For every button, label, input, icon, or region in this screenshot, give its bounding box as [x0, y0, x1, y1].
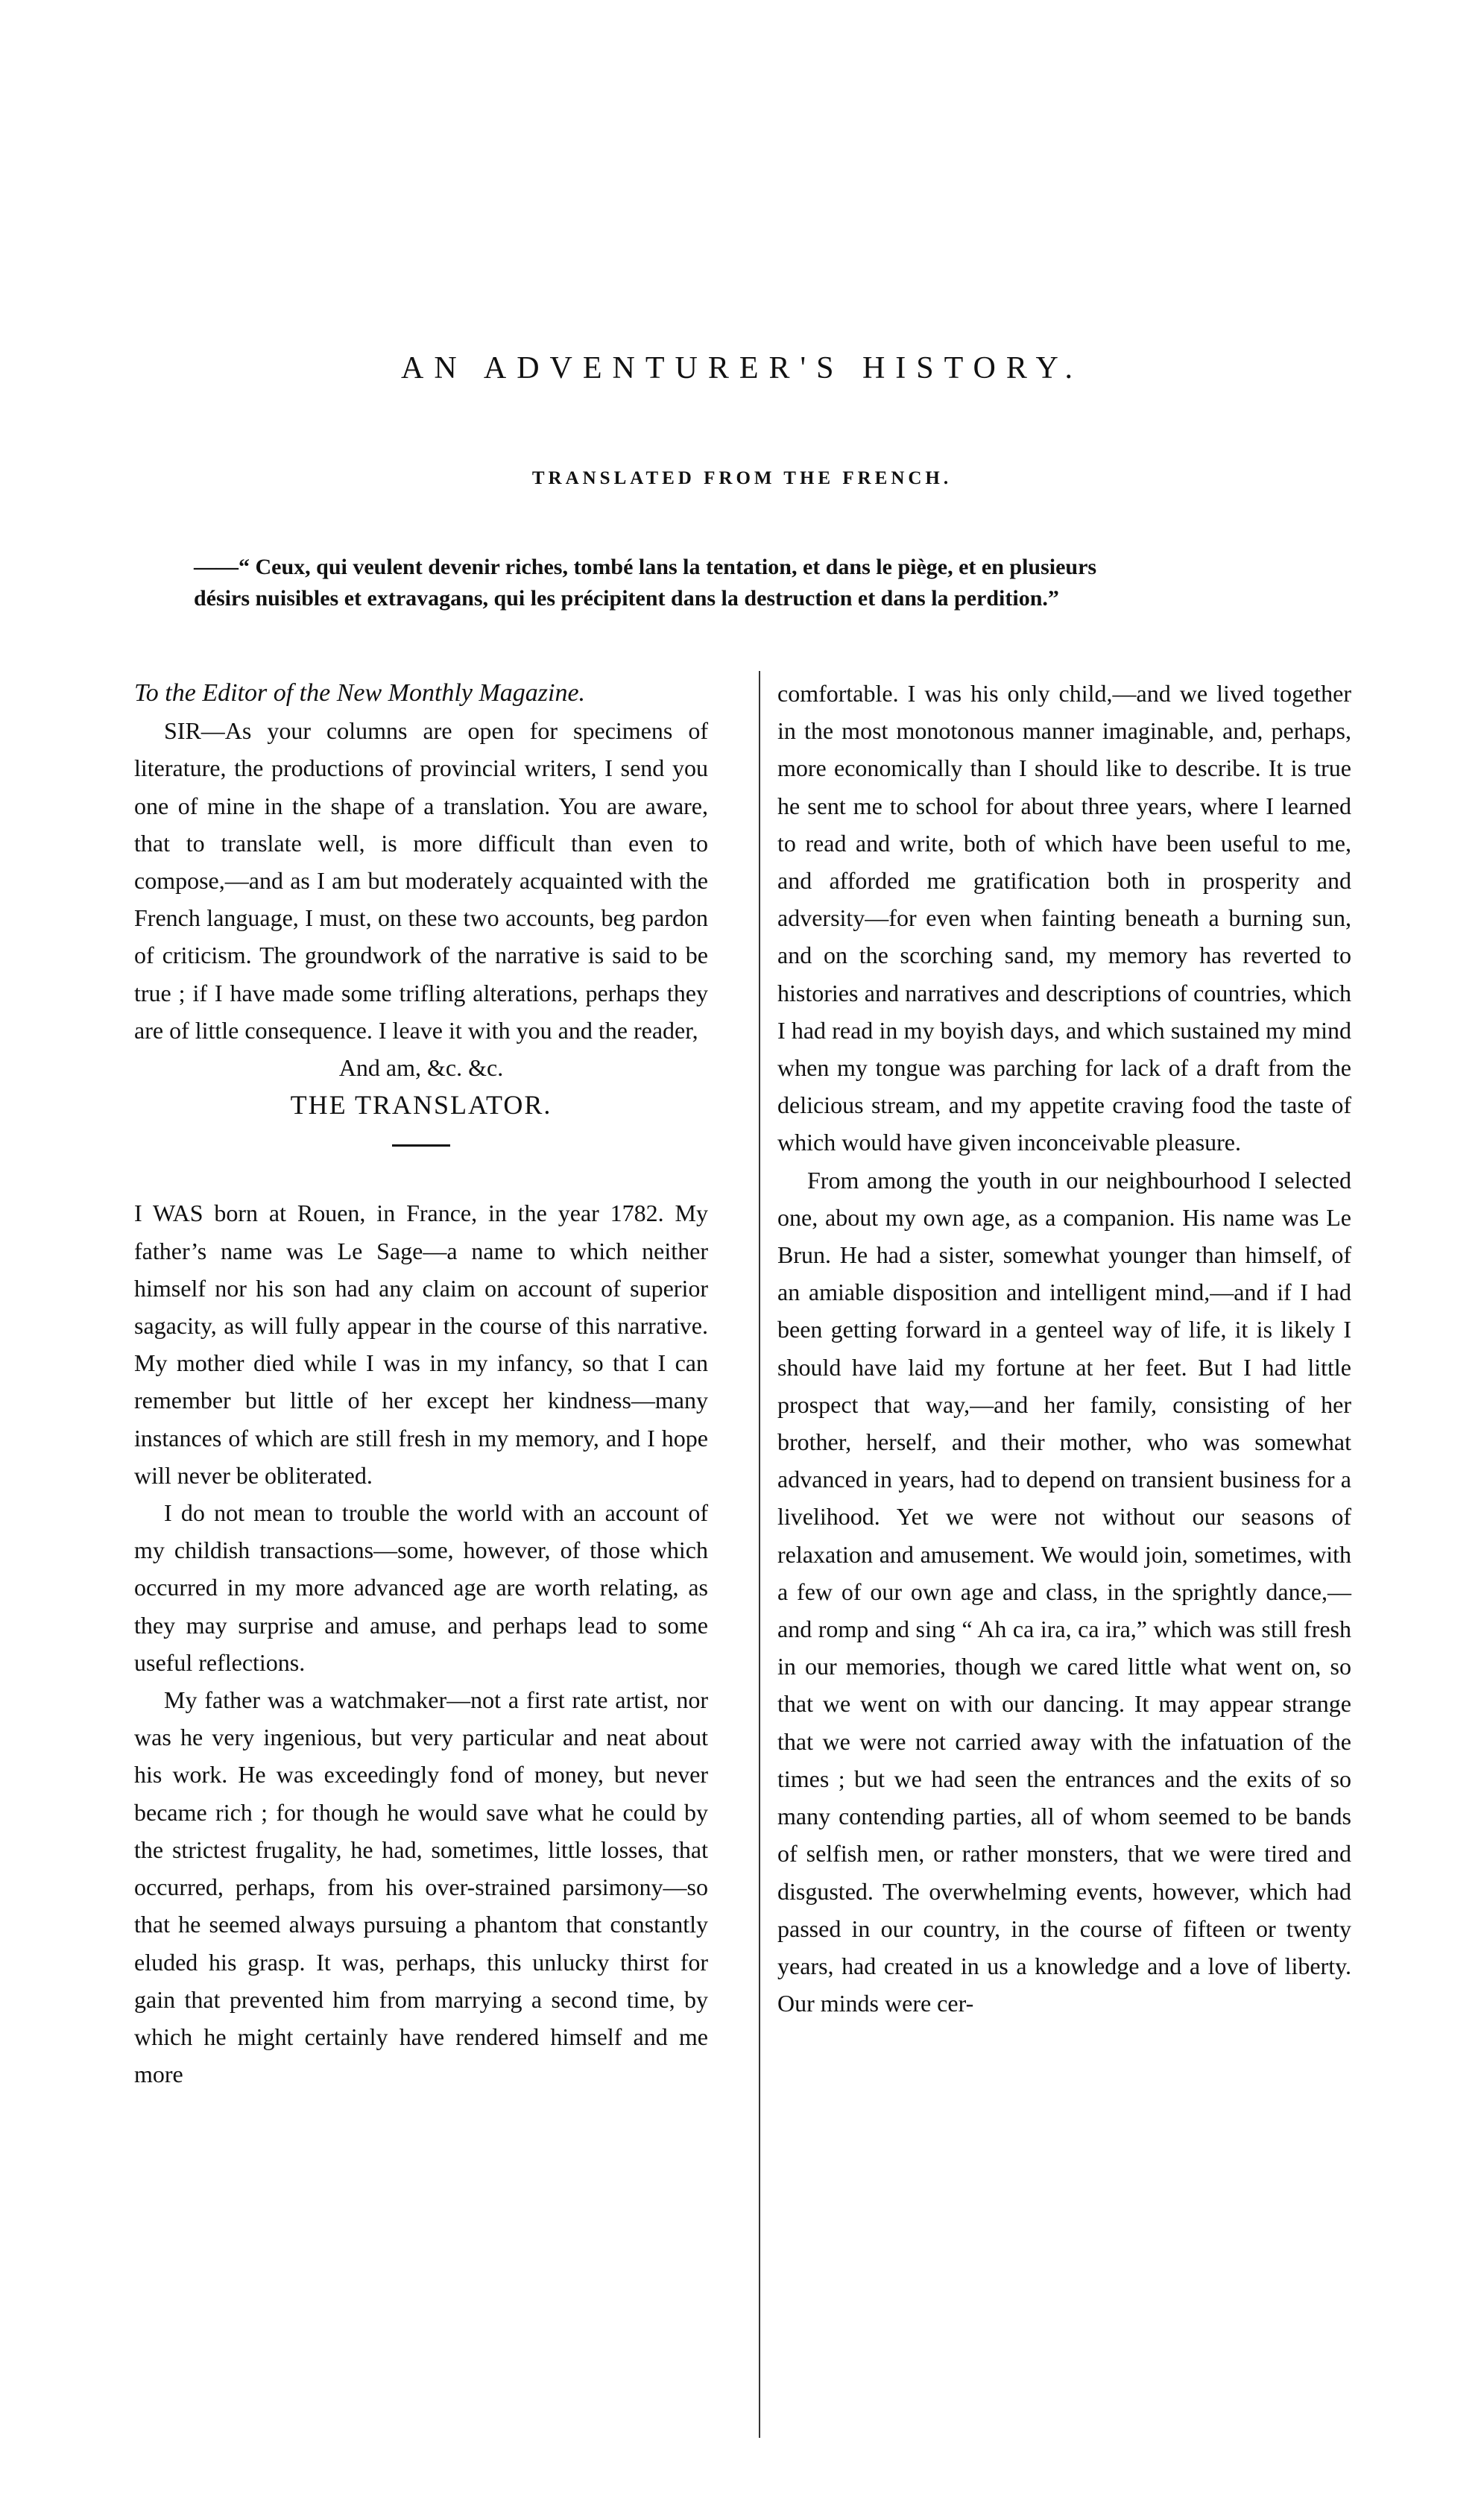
- right-column: [777, 675, 1351, 2434]
- epigraph-line-1: ——“ Ceux, qui veulent devenir riches, tombé lans la tentation, et dans le piège, et en plusieurs: [194, 555, 1097, 579]
- article-subtitle: TRANSLATED FROM THE FRENCH.: [531, 468, 953, 488]
- epigraph-line-2: désirs nuisibles et extravagans, qui les précipitent dans la destruction et dans la perdition.”: [194, 586, 1059, 611]
- letter-paragraph: SIR—As your columns are open for specimens of literature, the productions of provincial writers, I send you one of mine in the shape of a translation. You are aware, that to translate well, is more difficult than even to compose,—and as I am but moderately acquainted with the French language, I must, on these two accounts, beg pardon of criticism. The groundwork of the narrative is said to be true ; if I have made some trifling alterations, perhaps they are of little consequence. I leave it with you and the reader,: [134, 717, 708, 1044]
- narrative-paragraph-5: From among the youth in our neighbourhood I selected one, about my own age, as a companion. His name was Le Brun. He had a sister, somewhat younger than himself, of an amiable disposition and intelligent mind,—and if I had been getting forward in a genteel way of life, it is likely I should have laid my fortune at her feet. But I had little prospect that way,—and her family, consisting of her brother, herself, and their mother, who was somewhat advanced in years, had to depend on transient business for a livelihood. Yet we were not without our seasons of relaxation and amusement. We would join, sometimes, with a few of our own age and class, in the sprightly dance,—and romp and sing “ Ah ca ira, ca ira,” which was still fresh in our memories, though we cared little what went on, so that we went on with our dancing. It may appear strange that we were not carried away with the infatuation of the times ; but we had seen the entrances and the exits of so many contending parties, all of whom seemed to be bands of selfish men, or rather monsters, that we were tired and disgusted. The overwhelming events, however, which had passed in our country, in the course of fifteen or twenty years, had created in us a knowledge and a love of liberty. Our minds were cer-: [777, 1166, 1351, 2017]
- to-editor-heading: To the Editor of the New Monthly Magazine.: [134, 679, 586, 707]
- narrative-paragraph-4: comfortable. I was his only child,—and we lived together in the most monotonous manner imaginable, and, perhaps, more economically than I should like to describe. It is true he sent me to school for about three years, where I learned to read and write, both of which have been useful to me, and afforded me gratification both in prosperity and adversity—for even when fainting beneath a burning sun, and on the scorching sand, my memory has reverted to histories and narratives and descriptions of countries, which I had read in my boyish days, and which sustained my mind when my tongue was parching for lack of a draft from the delicious stream, and my appetite craving food the taste of which would have given inconceivable pleasure.: [777, 680, 1351, 1156]
- article-title: AN ADVENTURER'S HISTORY.: [401, 351, 1083, 385]
- column-divider: [759, 671, 760, 2438]
- section-divider-rule: [392, 1144, 450, 1147]
- epigraph: [194, 552, 1379, 614]
- letter-closing: And am, &c. &c.: [338, 1054, 504, 1082]
- narrative-paragraph-2: I do not mean to trouble the world with an account of my childish transactions—some, however, of those which occurred in my more advanced age are worth relating, as they may surprise and amuse, and perhaps lead to some useful reflections.: [134, 1499, 708, 1676]
- narrative-paragraph-3: My father was a watchmaker—not a first rate artist, nor was he very ingenious, but very particular and neat about his work. He was exceedingly fond of money, but never became rich ; for though he would save what he could by the strictest frugality, he had, sometimes, little losses, that occurred, perhaps, from his over-strained parsimony—so that he seemed always pursuing a phantom that constantly eluded his grasp. It was, perhaps, this unlucky thirst for gain that prevented him from marrying a second time, by which he might certainly have rendered himself and me more: [134, 1686, 708, 2088]
- letter-signature: THE TRANSLATOR.: [290, 1090, 552, 1121]
- left-column: [134, 675, 708, 2434]
- narrative-paragraph-1: I WAS born at Rouen, in France, in the year 1782. My father’s name was Le Sage—a name to which neither himself nor his son had any claim on account of superior sagacity, as will fully appear in the course of this narrative. My mother died while I was in my infancy, so that I can remember but little of her except her kindness—many instances of which are still fresh in my memory, and I hope will never be obliterated.: [134, 1200, 708, 1489]
